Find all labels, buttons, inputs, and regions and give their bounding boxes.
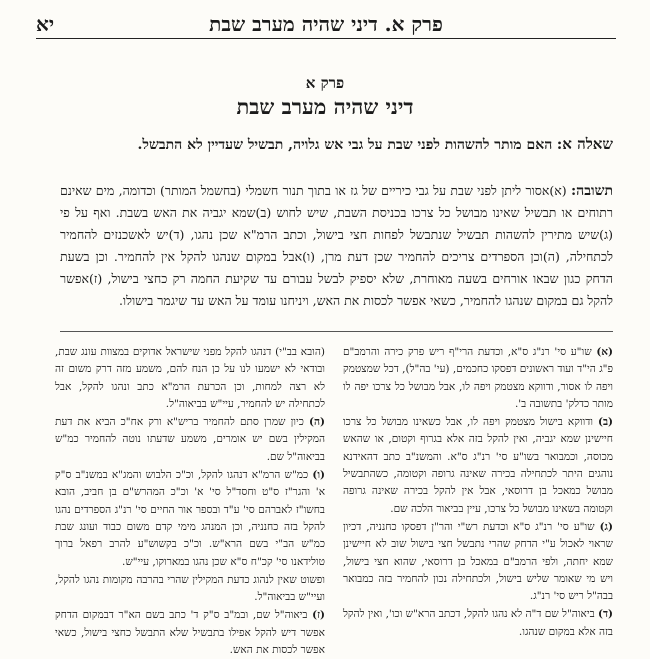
footnote-text: ופשוט שאין לנהוג כדעת המקילין שהרי בהרבה מקומות נהגו להקל, ועיי"ש בביאוה"ל. [55,573,325,604]
footnotes-column-left [55,344,326,657]
footnote-ref: (ז) [312,609,326,622]
footnote [55,572,325,607]
footnote-text: כיון שמרן סתם להחמיר בריש"א ורק אח"כ הביא את דעת המקילין בשם יש אומרים, משמע שדעתו נוטה להחמיר כמ"ש בביאוה"ל שם. [55,416,325,463]
footnote-text: (הובא בב"י) דנהגו להקל מפני שישראל אדוקים במצוות עונג שבת, ובודאי לא ישמעו לנו על כן הנח להם, משמע מזה דרק משום זה לא רצה למחות, וכן הכרעת הרמ"א כתב ונהגו להקל, אבל לכתחילה יש להחמיר, עיי"ש בביאוה"ל. [55,346,325,410]
chapter-label: פרק א [305,74,345,92]
footnote-text: שו"ע סי' רנ"ג ס"א וכדעת רש"י והר"ן דפסקו כחנניה, דכיון שראוי לאכול ע"י הדחק שהרי נתבשל חצי בישול שוב לא חיישינן שמא יחתה, ולפי הרמב"ם במאכל בן דרוסאי, שהוא חצי בישול, ויש מי שאומר שליש בישול, ולכתחילה נכון להחמיר בזה כמבואר בבה"ל ריש סי' רנ"ג. [343,520,613,603]
footnote-text: ודווקא בישול מצטמק ויפה לו, אבל כשאינו מבושל כל צרכו חיישינן שמא יגביה, ואין להקל בזה אלא בגרוף וקטום, או שהאש מכוסה, וכמבואר בשו"ע סי' רנ"ג ס"א. והמשנ"ב כתב דהאידנא נוהגים היתר לכתחילה בכירה שאינה גרופה וקטומה, כשהתבשיל מבושל כמאכל בן דרוסאי, אבל אין להקל בכירה שאינה גרופה וקטומה בשאינו מבושל כל צרכו, עיין בביאור הלכה שם. [343,416,613,515]
footnote-ref: (א) [596,346,613,358]
footnote [343,519,613,605]
question-text: האם מותר להשהות לפני שבת על גבי אש גלויה, תבשיל שעדיין לא התבשל. [137,137,553,153]
footnote-ref: (ג) [599,520,613,533]
footnote [55,414,325,466]
footnote [343,606,613,641]
question-label: שאלה א: [556,135,613,153]
running-title: פרק א. דיני שהיה מערב שבת [209,12,443,36]
answer-text: (א)אסור ליתן לפני שבת על גבי כיריים של גז או בתוך תנור חשמלי (בחשמל המותר) וכדומה, מים שאינם רתוחים או תבשיל שאינו מבושל כל צרכו בכניסת השבת, שיש לחוש (ב)שמא יגביה את האש בשבת. ואף על פי (ג)שיש מתירין להשהות תבשיל שנתבשל לפחות חצי בישול, וכתב הרמ"א שכן נהגו, (ד)יש לאשכנזים להחמיר לכתחילה, (ה)וכן הספרדים צריכים להחמיר שכן דעת מרן, (ו)אבל במקום שנהגו להקל אין להחמיר. וכן בשעת הדחק כגון שבאו אורחים בשעה מאוחרת, שלא יספיק לבשל עבורם עד שקיעת החמה רק כחצי בישול, (ז)אפשר להקל גם במקום שנהגו להחמיר, כשאי אפשר לכסות את האש, ויניחנו עומד על האש עד שיגמר בישולו. [60,183,613,308]
answer-block [60,180,613,312]
footnotes-column-right [343,344,613,636]
footnote [343,414,613,518]
footnote-ref: (ב) [598,416,613,429]
chapter-title: דיני שהיה מערב שבת [236,94,414,119]
page-number: יא [36,12,55,36]
answer-label: תשובה: [571,183,614,199]
footnote-text: ביאוה"ל שם ד"ה לא נהגו להקל, דכתב הרא"ש וכו', ואין להקל בזה אלא במקום שנהגו. [343,608,613,638]
footnote [55,607,325,659]
footnote [343,344,613,413]
footnote-separator [60,331,613,332]
footnote [55,467,325,571]
footnote-ref: (ו) [312,469,325,482]
question-block [60,133,613,157]
running-header [36,10,616,39]
footnote [55,344,325,413]
footnote-text: כמ"ש הרמ"א דנהגו להקל, וכ"כ הלבוש והמג"א במשנ"ב ס"ק א' והגר"ז ס"ט וחסד"ל סי' א' וכ"כ המהרש"ם בן חביב, הובא בחשו"ז לאברהם סי' ע"ד ובספר אור החיים סי' רנ"ג הספרדים נהגו להקל בזה כחנניה, וכן המנהג מימי קדם משום כבוד ועונג שבת כמ"ש הב"י בשם הרא"ש. וכ"כ בקשוש"ע להרב רפאל ברוך טולידאנו סי' קכ"ח ס"א שכן נהגו במארוקו, עיי"ש. [55,469,325,568]
footnote-text: ביאוה"ל שם, ובמ"ב ס"ק ד' כתב בשם הא"ר דבמקום הדחק אפשר דיש להקל אפילו בתבשיל שלא התבשל כחצי בישול, כשאי אפשר לכסות את האש. [55,609,325,657]
footnote-ref: (ד) [598,608,613,621]
footnote-ref: (ה) [309,416,325,429]
footnote-text: שו"ע סי' רנ"ג ס"א, וכדעת הרי"ף ריש פרק כירה והרמב"ם פ"ג הי"ד ועוד ראשונים דפסקו כחכמים, (עי' בה"ל), דכל שמצטמק ויפה לו אסור, ודווקא מצטמק ויפה לו, אבל מבושל כל צרכו יפה לו מותר כדלק' בתשובה ב'. [343,346,613,410]
